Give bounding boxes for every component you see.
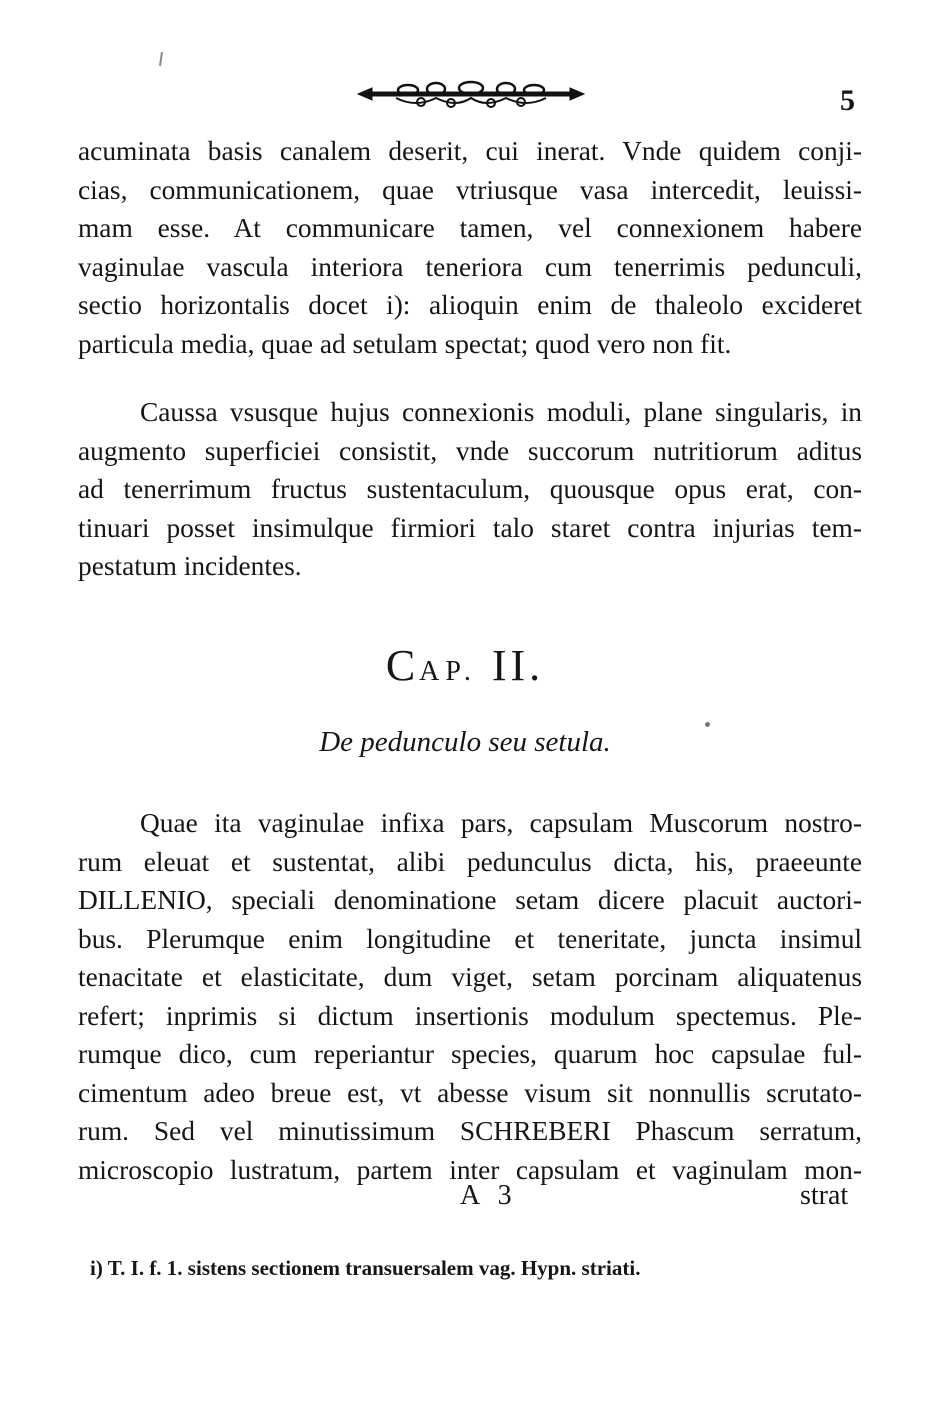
text-line: rum eleuat et sustentat, alibi pedunculus dicta, his, praeeunte: [78, 846, 862, 877]
text-line: mam esse. At communicare tamen, vel connexionem habere: [78, 213, 862, 243]
chapter-subtitle: De pedunculo seu setula.: [319, 726, 611, 758]
paragraph-3: [78, 804, 862, 1189]
text-line: cias, communicationem, quae vtriusque vasa intercedit, leuissi-: [78, 174, 862, 205]
text-line: acuminata basis canalem deserit, cui inerat. Vnde quidem conji-: [78, 136, 862, 166]
catchword: strat: [800, 1180, 849, 1211]
text-line: Caussa vsusque hujus connexionis moduli, plane singularis, in: [140, 397, 862, 427]
text-line: augmento superficiei consistit, vnde succorum nutritiorum aditus: [78, 435, 862, 466]
text-line: microscopio lustratum, partem inter capsulam et vaginulam mon-: [78, 1154, 862, 1185]
paragraph-2: [78, 393, 862, 586]
page-speck: [159, 52, 163, 66]
text-line: cimentum adeo breue est, vt abesse visum sit nonnullis scrutato-: [78, 1077, 862, 1108]
chapter-heading: [0, 640, 930, 691]
text-line: bus. Plerumque enim longitudine et teneritate, juncta insimul: [78, 923, 862, 954]
paragraph-1: [78, 132, 862, 363]
text-line: DILLENIO, speciali denominatione setam dicere placuit auctori-: [78, 885, 862, 915]
headpiece-ornament: [356, 80, 586, 108]
signature-mark: A 3: [460, 1180, 518, 1211]
text-line: particula media, quae ad setulam spectat; quod vero non fit.: [78, 328, 732, 359]
text-line: Quae ita vaginulae infixa pars, capsulam Muscorum nostro-: [140, 808, 862, 838]
chapter-prefix-rest: AP.: [419, 656, 477, 687]
text-line: vaginulae vascula interiora teneriora cum tenerrimis pedunculi,: [78, 251, 862, 282]
ink-dot: [705, 722, 710, 727]
page-number: 5: [840, 84, 855, 117]
text-line: refert; inprimis si dictum insertionis modulum spectemus. Ple-: [78, 1000, 862, 1031]
text-line: sectio horizontalis docet i): alioquin enim de thaleolo excideret: [78, 290, 862, 320]
footnote: i) T. I. f. 1. sistens sectionem transuersalem vag. Hypn. striati.: [90, 1256, 641, 1280]
text-line: ad tenerrimum fructus sustentaculum, quousque opus erat, con-: [78, 474, 862, 504]
text-line: tinuari posset insimulque firmiori talo staret contra injurias tem-: [78, 512, 862, 543]
text-line: tenacitate et elasticitate, dum viget, setam porcinam aliquatenus: [78, 962, 862, 992]
text-line: pestatum incidentes.: [78, 551, 302, 581]
chapter-numeral: II.: [491, 641, 545, 690]
text-line: rum. Sed vel minutissimum SCHREBERI Phascum serratum,: [78, 1116, 862, 1146]
text-line: rumque dico, cum reperiantur species, quarum hoc capsulae ful-: [78, 1039, 862, 1069]
chapter-prefix-initial: C: [385, 641, 420, 690]
